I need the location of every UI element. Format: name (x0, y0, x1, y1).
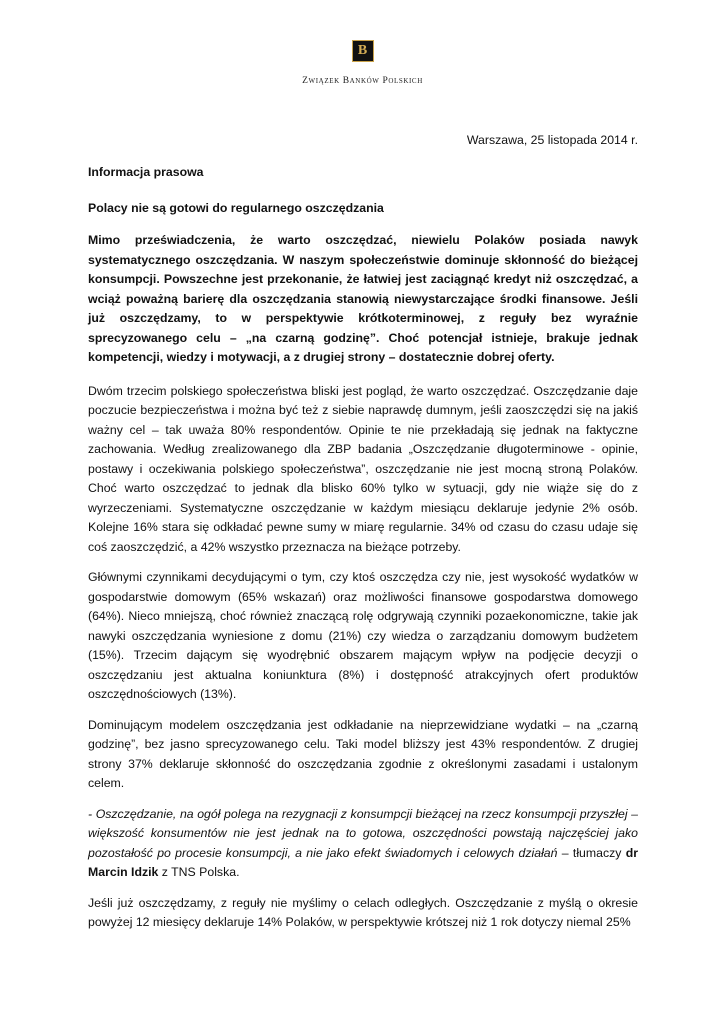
body-paragraph-2: Głównymi czynnikami decydującymi o tym, czy ktoś oszczędza czy nie, jest wysokość wydatków w gospodarstwie domowym (65% wskazań) oraz możliwości finansowe gospodarstwa domowego (64%). Nieco mniejszą, choć również znaczącą rolę odgrywają czynniki pozaekonomiczne, takie jak nawyki oszczędzania wyniesione z domu (21%) czy wiedza o zarządzaniu domowym budżetem (15%). Trzecim dającym się wyodrębnić obszarem mającym wpływ na podjęcie decyzji o oszczędzaniu jest aktualna koniunktura (8%) i dostępność atrakcyjnych ofert produktów oszczędnościowych (13%). (88, 570, 638, 701)
organization-name: Związek Banków Polskich (302, 76, 423, 86)
quote-text: - Oszczędzanie, na ogół polega na rezygnacji z konsumpcji bieżącej na rzecz konsumpcji przyszłej – większość konsumentów nie jest jednak na to gotowa, oszczędności powstają najczęściej jako pozostałość po procesie konsumpcji, a nie jako efekt świadomych i celowych działań (88, 806, 638, 860)
quote-paragraph (88, 805, 638, 883)
logo (0, 40, 725, 67)
document-date: Warszawa, 25 listopada 2014 r. (466, 133, 638, 147)
document-headline: Polacy nie są gotowi do regularnego oszczędzania (88, 200, 384, 215)
bank-logo-icon (352, 40, 374, 62)
closing-paragraph: Jeśli już oszczędzamy, z reguły nie myślimy o celach odległych. Oszczędzanie z myślą o okresie powyżej 12 miesięcy deklaruje 14% Polaków, w perspektywie krótszej niż 1 rok dotyczy niemal 25% (88, 895, 638, 929)
quote-attribution-suffix: z TNS Polska. (158, 865, 240, 879)
body-paragraph-1: Dwóm trzecim polskiego społeczeństwa bliski jest pogląd, że warto oszczędzać. Oszczędzanie daje poczucie bezpieczeństwa i można być też z siebie naprawdę dumnym, jeśli zaoszczędzi się na jakiś ważny cel – tak uważa 80% respondentów. Opinie te nie przekładają się jednak na faktyczne zachowania. Według zrealizowanego dla ZBP badania „Oszczędzanie długoterminowe - opinie, postawy i oczekiwania polskiego społeczeństwa”, oszczędzanie nie jest mocną stroną Polaków. Choć warto oszczędzać to jednak dla blisko 60% tylko w sytuacji, gdy nie wiąże się do z wyrzeczeniami. Systematyczne oszczędzanie w każdym miesiącu deklaruje jedynie 2% osób. Kolejne 16% stara się odkładać pewne sumy w miarę regularnie. 34% od czasu do czasu udaje się coś zaoszczędzić, a 42% wszystko przeznacza na bieżące potrzeby. (88, 383, 638, 554)
quote-attribution-prefix: – tłumaczy (557, 845, 626, 860)
lead-paragraph: Mimo przeświadczenia, że warto oszczędzać, niewielu Polaków posiada nawyk systematycznego oszczędzania. W naszym społeczeństwie dominuje skłonność do bieżącej konsumpcji. Powszechne jest przekonanie, że łatwiej jest zaciągnąć kredyt niż oszczędzać, a wciąż poważną barierę dla oszczędzania stanowią niewystarczające środki finansowe. Jeśli już oszczędzamy, to w perspektywie krótkoterminowej, z reguły bez wyraźnie sprecyzowanego celu – „na czarną godzinę”. Choć potencjał istnieje, brakuje jednak kompetencji, wiedzy i motywacji, a z drugiej strony – dostatecznie dobrej oferty. (88, 233, 638, 364)
body-paragraph-3: Dominującym modelem oszczędzania jest odkładanie na nieprzewidziane wydatki – na „czarną godzinę”, bez jasno sprecyzowanego celu. Taki model bliższy jest 43% respondentów. Z drugiej strony 37% deklaruje skłonność do oszczędzania zgodnie z określonymi zasadami i ustalonym celem. (88, 717, 638, 790)
document-body (88, 131, 638, 933)
quote-author: dr Marcin Idzik (88, 845, 639, 879)
logo-letter: B (357, 43, 368, 58)
document-label: Informacja prasowa (88, 165, 204, 179)
